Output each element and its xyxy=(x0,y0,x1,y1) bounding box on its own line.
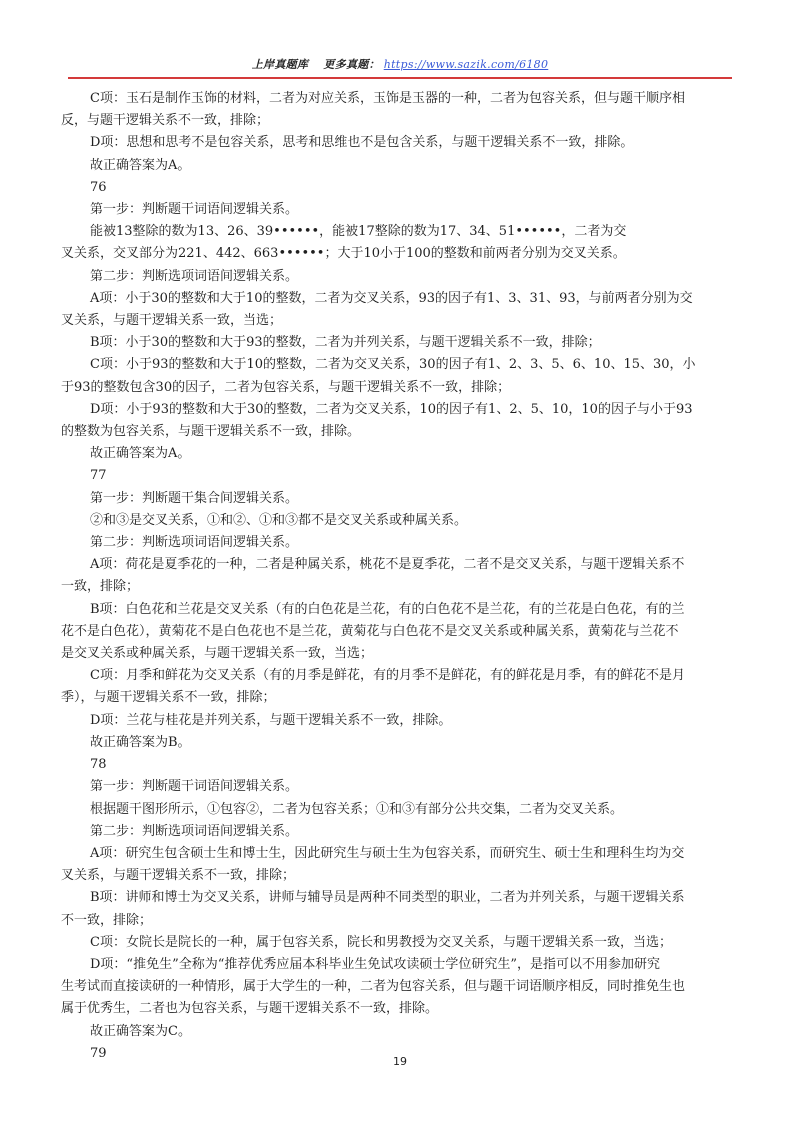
text-line: C项：小于93的整数和大于10的整数，二者为交叉关系，30的因子有1、2、3、5、6、10、15、30，小 xyxy=(90,357,696,373)
text-line: 叉关系，与题干逻辑关系一致，当选； xyxy=(61,313,283,329)
question-number: 77 xyxy=(90,468,107,484)
text-line: ②和③是交叉关系，①和②、①和③都不是交叉关系或种属关系。 xyxy=(90,512,468,528)
page-header xyxy=(70,58,730,72)
text-line: 根据题干图形所示，①包容②，二者为包容关系；①和③有部分公共交集，二者为交叉关系。 xyxy=(90,801,624,817)
text-line: B项：讲师和博士为交叉关系，讲师与辅导员是两种不同类型的职业，二者为并列关系，与题干逻辑关系 xyxy=(90,890,685,906)
text-line: C项：月季和鲜花为交叉关系（有的月季是鲜花，有的月季不是鲜花，有的鲜花是月季，有的鲜花不是月 xyxy=(90,668,685,684)
text-line: 能被13整除的数为13、26、39••••••，能被17整除的数为17、34、51••••••，二者为交 xyxy=(90,224,627,240)
text-line: 是交叉关系或种属关系，与题干逻辑关系一致，当选； xyxy=(61,646,374,662)
text-line: 季），与题干逻辑关系不一致，排除； xyxy=(61,690,276,706)
text-line: C项：玉石是制作玉饰的材料，二者为对应关系，玉饰是玉器的一种，二者为包容关系，但与题干顺序相 xyxy=(90,91,685,106)
text-line: 叉关系，与题干逻辑关系不一致，排除； xyxy=(61,868,296,884)
text-line: 第二步：判断选项词语间逻辑关系。 xyxy=(90,535,299,551)
text-line: D项：兰花与桂花是并列关系，与题干逻辑关系不一致，排除。 xyxy=(90,712,452,728)
text-line: 一致，排除； xyxy=(61,579,140,595)
text-line: B项：白色花和兰花是交叉关系（有的白色花是兰花，有的白色花不是兰花，有的兰花是白色花，有的兰 xyxy=(90,601,685,617)
text-line: 故正确答案为B。 xyxy=(90,734,191,750)
text-line: D项：小于93的整数和大于30的整数，二者为交叉关系，10的因子有1、2、5、10，10的因子与小于93 xyxy=(90,401,693,417)
text-line: 不一致，排除； xyxy=(61,912,153,928)
text-line: 第二步：判断选项词语间逻辑关系。 xyxy=(90,823,299,839)
text-line: A项：荷花是夏季花的一种，二者是种属关系，桃花不是夏季花，二者不是交叉关系，与题干逻辑关系不 xyxy=(90,557,685,573)
text-line: 故正确答案为C。 xyxy=(90,1023,191,1039)
page-number: 19 xyxy=(393,1055,407,1068)
text-line: 叉关系，交叉部分为221、442、663••••••；大于10小于100的整数和前两者分别为交叉关系。 xyxy=(61,246,626,262)
text-line: 故正确答案为A。 xyxy=(90,446,191,462)
text-line: 属于优秀生，二者也为包容关系，与题干逻辑关系不一致，排除。 xyxy=(61,1001,439,1017)
text-line: D项：“推免生”全称为“推荐优秀应届本科毕业生免试攻读硕士学位研究生”，是指可以不用参加研究 xyxy=(90,956,661,972)
document-body xyxy=(61,88,742,1065)
site-name: 上岸真题库 xyxy=(251,58,309,71)
text-line: 的整数为包容关系，与题干逻辑关系不一致，排除。 xyxy=(61,424,361,440)
text-line: A项：小于30的整数和大于10的整数，二者为交叉关系，93的因子有1、3、31、93，与前两者分别为交 xyxy=(90,290,693,306)
text-line: 生考试而直接读研的一种情形，属于大学生的一种，二者为包容关系，但与题干词语顺序相反，同时推免生也 xyxy=(61,979,686,995)
header-divider xyxy=(68,77,732,79)
text-line: 第一步：判断题干词语间逻辑关系。 xyxy=(90,779,299,795)
more-label: 更多真题： xyxy=(323,58,380,71)
question-number: 79 xyxy=(90,1045,107,1061)
text-line: 于93的整数包含30的因子，二者为包容关系，与题干逻辑关系不一致，排除； xyxy=(61,379,511,395)
text-line: 第一步：判断题干集合间逻辑关系。 xyxy=(90,490,299,506)
text-line: 反，与题干逻辑关系不一致，排除； xyxy=(61,113,270,129)
text-line: 花不是白色花），黄菊花不是白色花也不是兰花，黄菊花与白色花不是交叉关系或种属关系，黄菊花与兰花不 xyxy=(61,623,679,639)
text-line: 故正确答案为A。 xyxy=(90,157,191,173)
text-line: B项：小于30的整数和大于93的整数，二者为并列关系，与题干逻辑关系不一致，排除； xyxy=(90,335,601,351)
text-line: C项：女院长是院长的一种，属于包容关系，院长和男教授为交叉关系，与题干逻辑关系一致，当选； xyxy=(90,934,672,950)
text-line: 第二步：判断选项词语间逻辑关系。 xyxy=(90,268,299,284)
text-line: A项：研究生包含硕士生和博士生，因此研究生与硕士生为包容关系，而研究生、硕士生和理科生均为交 xyxy=(90,845,685,861)
question-number: 78 xyxy=(90,757,107,773)
text-line: 第一步：判断题干词语间逻辑关系。 xyxy=(90,202,299,218)
question-number: 76 xyxy=(90,179,107,195)
text-line: D项：思想和思考不是包容关系，思考和思维也不是包含关系，与题干逻辑关系不一致，排除。 xyxy=(90,135,634,151)
header-link[interactable]: https://www.sazik.com/6180 xyxy=(383,58,549,71)
